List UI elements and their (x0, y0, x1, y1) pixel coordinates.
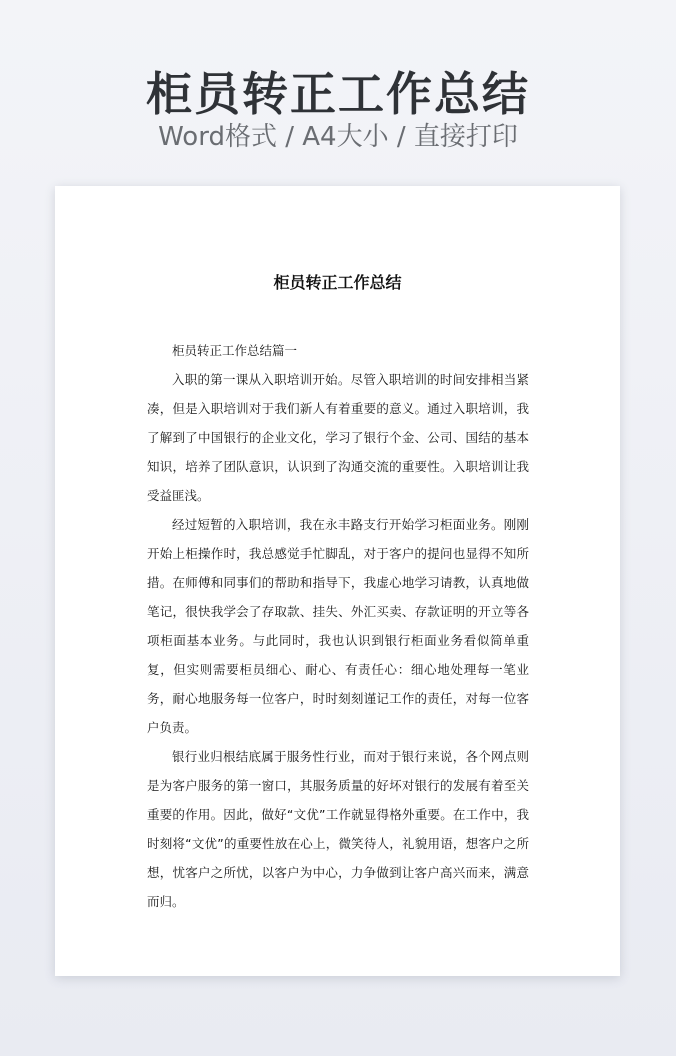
section-heading: 柜员转正工作总结篇一 (172, 343, 298, 358)
document-page (55, 186, 620, 976)
paragraph: 银行业归根结底属于服务性行业，而对于银行来说，各个网点则是为客户服务的第一窗口，其服务质量的好坏对银行的发展有着至关重要的作用。因此，做好“文优”工作就显得格外重要。在工作中，我时刻将“文优”的重要性放在心上，微笑待人，礼貌用语，想客户之所想，忧客户之所忧，以客户为中心，力争做到让客户高兴而来，满意而归。 (147, 749, 529, 909)
document-body (147, 336, 529, 916)
document-title: 柜员转正工作总结 (273, 273, 402, 292)
banner-subtitle: Word格式 / A4大小 / 直接打印 (158, 122, 518, 152)
banner-title: 柜员转正工作总结 (146, 67, 530, 121)
paragraph: 入职的第一课从入职培训开始。尽管入职培训的时间安排相当紧凑，但是入职培训对于我们新人有着重要的意义。通过入职培训，我了解到了中国银行的企业文化，学习了银行个金、公司、国结的基本知识，培养了团队意识，认识到了沟通交流的重要性。入职培训让我受益匪浅。 (147, 372, 529, 503)
paragraph: 经过短暂的入职培训，我在永丰路支行开始学习柜面业务。刚刚开始上柜操作时，我总感觉手忙脚乱，对于客户的提问也显得不知所措。在师傅和同事们的帮助和指导下，我虚心地学习请教，认真地做笔记，很快我学会了存取款、挂失、外汇买卖、存款证明的开立等各项柜面基本业务。与此同时，我也认识到银行柜面业务看似简单重复，但实则需要柜员细心、耐心、有责任心：细心地处理每一笔业务，耐心地服务每一位客户，时时刻刻谨记工作的责任，对每一位客户负责。 (147, 517, 529, 735)
